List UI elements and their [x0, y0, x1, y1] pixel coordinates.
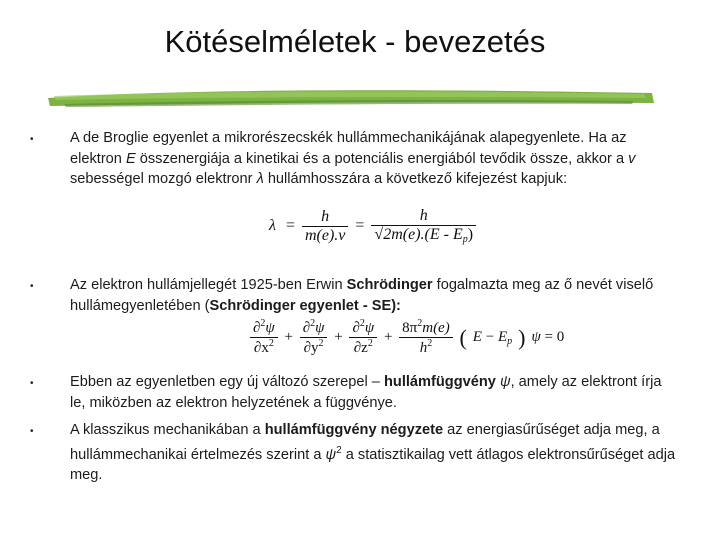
- de-broglie-equation: λ = $\frac{h}{m(e).v}$ = $\frac{h}{√2m(e).(E - E_p)}$: [266, 207, 476, 245]
- bullet-marker: •: [30, 426, 34, 437]
- schrodinger-equation: $\frac{\partial^2\psi}{\partial x^2}$ + $\frac{\partial^2\psi}{\partial y^2}$ + $\frac{\partial^2\psi}{\partial z^2}$ + $\frac{8\pi^2m(e)}{h^2}$ ( $E - E_p$ ) ψ = 0: [250, 318, 567, 357]
- fraction-2: $\frac{h}{√2m(e).(E - E_p)}$: [371, 207, 476, 245]
- paragraph-wavefunction: [70, 372, 680, 413]
- fraction-1: $\frac{h}{m(e).v}$: [302, 208, 348, 245]
- text-run: 2: [336, 444, 342, 456]
- text-run: Schrödinger egyenlet - SE):: [209, 297, 401, 314]
- text-run: fogalmazta meg az ő nevét viselő hullámegyenletében (: [70, 277, 654, 314]
- text-run: Schrödinger: [346, 277, 433, 293]
- paragraph-schrodinger: [70, 275, 680, 316]
- text-run: összenergiája a kinetikai és a potenciális energiából tevődik össze, akkor a: [135, 150, 629, 167]
- text-run: , amely az elektront írja le, miközben az elektron helyzetének a függvénye.: [70, 374, 662, 411]
- text-run: ψ: [325, 446, 337, 463]
- text-run: hullámhosszára a következő kifejezést kapjuk:: [263, 171, 568, 188]
- text-run: Ebben az egyenletben egy új változó szerepel –: [70, 374, 384, 390]
- text-run: λ: [256, 171, 264, 188]
- text-run: E: [125, 150, 136, 167]
- text-run: A klasszikus mechanikában a: [70, 422, 265, 438]
- text-run: A de Broglie egyenlet a mikrorészecskék hullámmechanikájának alapegyenlete. Ha az elektron: [70, 130, 627, 167]
- text-run: Az elektron hullámjellegét 1925-ben Erwin: [70, 277, 347, 293]
- text-run: az energiasűrűséget adja meg, a hullámmechanikai értelmezés szerint a: [70, 422, 660, 463]
- bullet-marker: •: [30, 378, 34, 389]
- lambda-symbol: λ: [269, 217, 276, 234]
- title-underline-brush: [44, 84, 658, 114]
- text-run: v: [628, 150, 636, 167]
- page-title: Kötéselméletek - bevezetés: [164, 24, 546, 59]
- text-run: ψ: [499, 374, 511, 390]
- text-run: sebességel mozgó elektronr: [70, 171, 257, 188]
- paragraph-classical: [70, 420, 680, 486]
- bullet-marker: •: [30, 134, 34, 145]
- text-run: hullámfüggvény négyzete: [264, 422, 444, 438]
- text-run: hullámfüggvény: [383, 374, 496, 390]
- text-run: a statisztikailag vett átlagos elektronsűrűséget adja meg.: [70, 446, 676, 484]
- bullet-marker: •: [30, 281, 34, 292]
- paragraph-de-broglie: [70, 128, 680, 190]
